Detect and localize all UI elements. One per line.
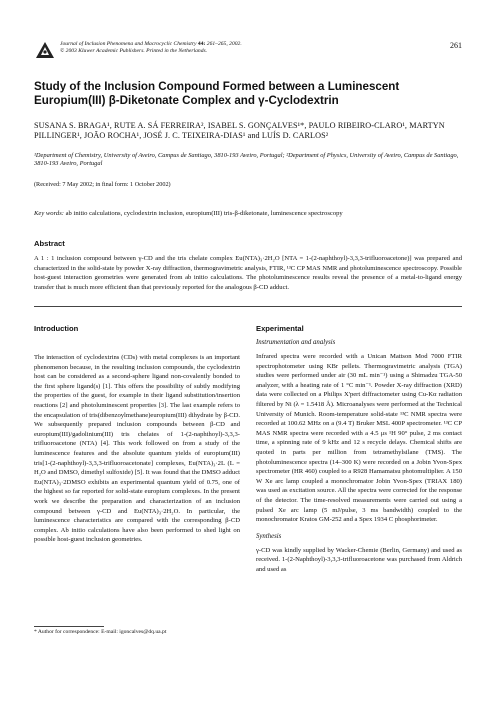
journal-pages: 261–265, 2002. [205,41,242,47]
introduction-heading: Introduction [34,324,79,333]
page-number: 261 [450,41,462,50]
journal-copyright: © 2003 Kluwer Academic Publishers. Printed in the Netherlands. [60,48,208,54]
paper-title: Study of the Inclusion Compound Formed between a Luminescent Europium(III) β-Diketonate Complex and γ-Cyclodextrin [34,80,400,107]
received-date: (Received: 7 May 2002; in final form: 1 October 2002) [34,181,171,188]
journal-header [34,40,462,64]
experimental-heading: Experimental [256,324,304,333]
abstract-heading: Abstract [34,239,65,248]
keywords-text: ab initio calculations, cyclodextrin inclusion, europium(III) tris-β-diketonate, luminescence spectroscopy [63,210,343,217]
instrumentation-subheading: Instrumentation and analysis [256,339,336,346]
journal-volume: 44: [197,41,206,47]
journal-info [60,41,242,55]
synthesis-text: γ-CD was kindly supplied by Wacker-Chemie (Berlin, Germany) and used as received. 1-(2-Naphthoyl)-3,3,3-trifluoroacetone was purchased from Aldrich and used as [256,546,462,573]
instrumentation-text: Infrared spectra were recorded with a Unican Mattson Mod 7000 FTIR spectrophotometer using KBr pellets. Thermogravimetric analysis (TGA) studies were performed under air (30 mL min⁻¹) using a Shimadzu TGA-50 analyzer, with a heating rate of 1 °C min⁻¹. Powder X-ray diffraction (XRD) data were collected on a Philips X'pert diffractometer using Cu-Kα radiation filtered by Ni (λ = 1.5418 Å). Microanalyses were performed at the Technical University of Munich. Room-temperature solid-state ¹³C NMR spectra were recorded at 100.62 MHz on a (9.4 T) Bruker MSL 400P spectrometer. ¹³C CP MAS NMR spectra were recorded with a 4.5 μs ¹H 90° pulse, 2 ms contact time, a spinning rate of 9 kHz and 12 s recycle delays. Chemical shifts are quoted in parts per million from tetramethylsilane (TMS). The photoluminescence spectra (14–300 K) were recorded on a Jobin Yvon-Spex spectrometer (HR 460) coupled to a R928 Hamamatsu photomultiplier. A 150 W Xe arc lamp coupled a monochromator Jobin Yvon-Spex (TRIAX 180) was used as excitation source. All the spectra were corrected for the response of the detector. The time-resolved measurements were carried out using a pulsed Xe arc lamp (5 mJ/pulse, 3 ms bandwidth) coupled to the monochromator Kratos GM-252 and a Spex 1934 C phosphorimeter. [256,353,462,524]
journal-name: Journal of Inclusion Phenomena and Macrocyclic Chemistry [60,41,198,47]
correspondence-footnote: * Author for correspondence: E-mail: igoncalves@dq.ua.pt [34,629,167,635]
publisher-logo-icon [34,40,56,60]
abstract-text: A 1 : 1 inclusion compound between γ-CD and the tris chelate complex Eu(NTA)₃·2H₂O [NTA = 1-(2-naphthoyl)-3,3,3-trifluoroacetone)] was prepared and characterized in the solid-state by powder X-ray diffraction, thermogravimetric analysis, FTIR, ¹³C CP MAS NMR and photoluminescence spectroscopy. Possible host-guest interaction geometries were generated from ab initio calculations. The photoluminescence results reveal the presence of a metal-to-ligand energy transfer that is much more efficient than that previously reported for the analogous β-CD adduct. [34,255,462,291]
affiliations: ¹Department of Chemistry, University of Aveiro, Campus de Santiago, 3810-193 Aveiro, Portugal; ²Department of Physics, University of Aveiro, Campus de Santiago, 3810-193 Aveiro, Portugal [34,152,459,168]
section-divider [34,306,462,307]
author-list: SUSANA S. BRAGA¹, RUTE A. SÁ FERREIRA², ISABEL S. GONÇALVES¹*, PAULO RIBEIRO-CLARO¹, MARTYN PILLINGER¹, JOÃO ROCHA¹, JOSÉ J. C. TEIXEIRA-DIAS¹ and LUÍS D. CARLOS² [34,121,445,141]
footnote-divider [34,626,104,627]
right-column [256,324,462,574]
keywords-label: Key words: [34,210,64,217]
left-column [34,324,240,545]
synthesis-subheading: Synthesis [256,532,282,540]
introduction-text: The interaction of cyclodextrins (CDs) with metal complexes is an important phenomenon because, in the resulting inclusion compounds, the cyclodextrin host can be considered as a second-sphere ligand non-covalently bonded to the first sphere ligand(s) [1]. This offers the possibility of subtly modifying the properties of the guest, for example in their ligand substitution/insertion reactions [2] and photoluminescent properties [3]. The last example refers to the encapsulation of tris(dibenzoylmethane)europium(III) dihydrate by β-CD. We subsequently prepared inclusion compounds between β-CD and europium(III)/gadolinium(III) tris chelates of 1-(2-naphthoyl)-3,3,3-trifluoroacetone (NTA) [4]. This work followed on from a study of the luminescence features and the absolute quantum yields of europium(III) tris[1-(2-naphthoyl)-3,3,3-trifluoroacetonate] complexes, Eu(NTA)₃·2L (L = H₂O and DMSO, dimethyl sulfoxide) [5]. It was found that the DMSO adduct Eu(NTA)₃·2DMSO exhibits an experimental quantum yield of 0.75, one of the highest so far reported for solid-state europium complexes. In the present work we describe the preparation and characterization of an inclusion compound between γ-CD and Eu(NTA)₃·2H₂O. In particular, the luminescence characteristics are compared with the corresponding β-CD complex. Ab initio calculations have also been performed to shed light on possible host-guest inclusion geometries. [34,354,240,544]
keywords [34,210,462,217]
